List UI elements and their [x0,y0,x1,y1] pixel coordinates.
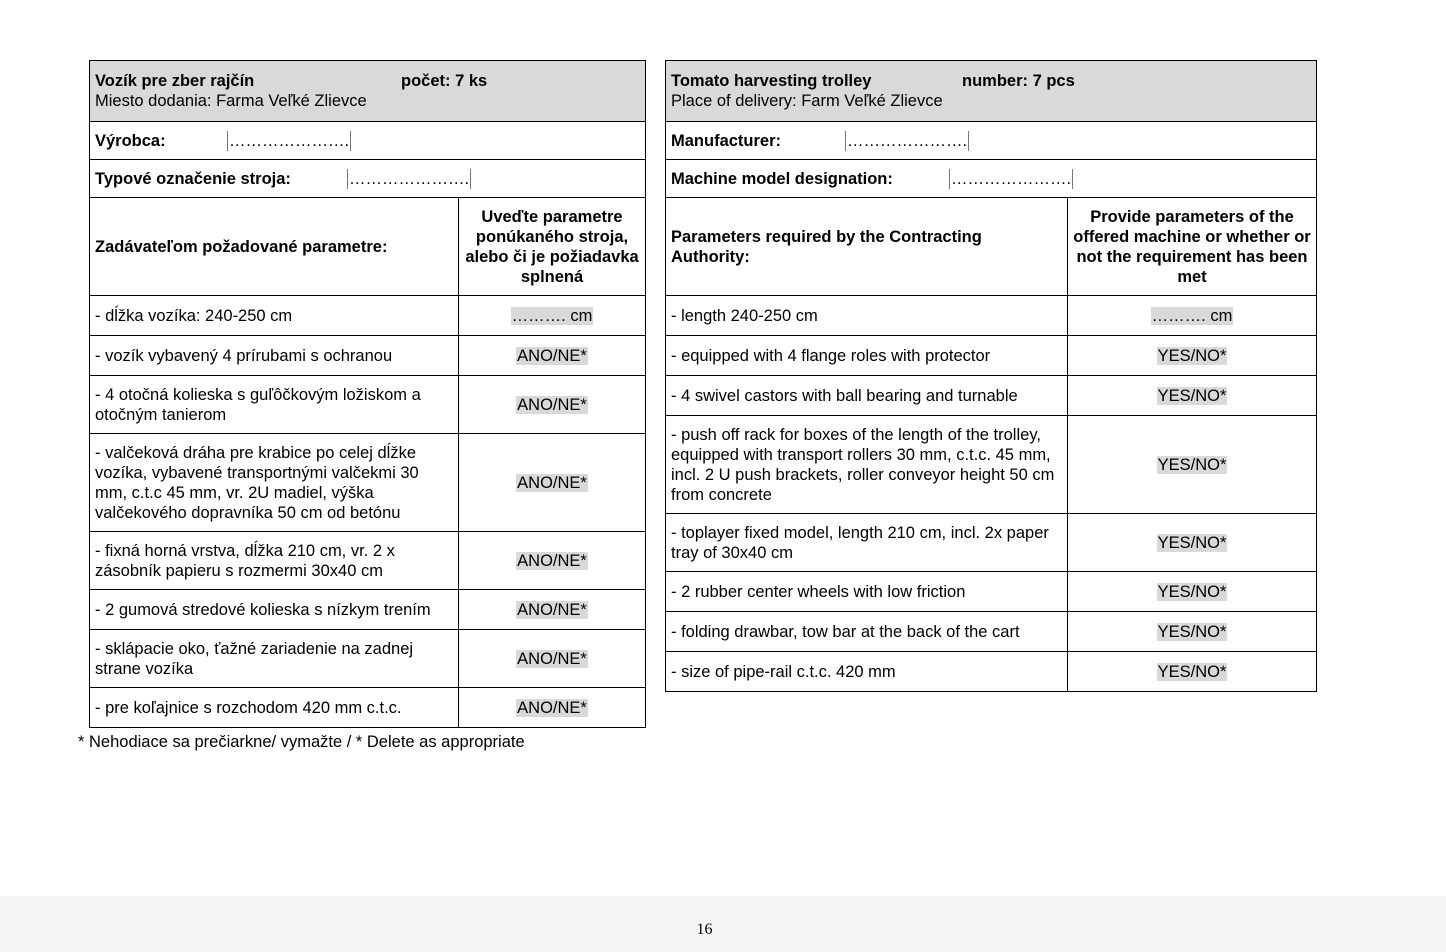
sk-title: Vozík pre zber rajčín [95,72,255,90]
sk-model-field[interactable]: …………………. [349,169,470,188]
answer-field[interactable]: ANO/NE* [517,600,587,619]
en-model-row [666,160,1317,198]
en-delivery: Place of delivery: Farm Veľké Zlievce [671,92,943,110]
answer-field[interactable]: ANO/NE* [517,551,587,570]
table-row-param: - folding drawbar, tow bar at the back of the cart [666,612,1068,652]
en-model-label: Machine model designation: [671,169,893,188]
footnote: * Nehodiace sa prečiarkne/ vymažte / * Delete as appropriate [78,733,525,751]
table-row-param: - toplayer fixed model, length 210 cm, incl. 2x paper tray of 30x40 cm [666,514,1068,572]
answer-field[interactable]: ANO/NE* [517,698,587,717]
sk-param-header: Zadávateľom požadované parametre: [90,198,459,296]
table-row-param: - fixná horná vrstva, dĺžka 210 cm, vr. 2 x zásobník papieru s rozmermi 30x40 cm [90,532,459,590]
sk-manufacturer-row [90,122,646,160]
table-row-answer [459,336,646,376]
en-manufacturer-field[interactable]: …………………. [847,131,968,150]
table-row-answer [459,376,646,434]
table-row-answer [1068,652,1317,692]
table-row-param: - 4 otočná kolieska s guľôčkovým ložiskom a otočným tanierom [90,376,459,434]
en-model-field[interactable]: …………………. [951,169,1072,188]
en-manufacturer-label: Manufacturer: [671,131,782,150]
en-title: Tomato harvesting trolley [671,72,872,90]
en-count: number: 7 pcs [962,72,1075,90]
answer-field[interactable]: YES/NO* [1157,455,1227,474]
table-row-answer [1068,572,1317,612]
en-manufacturer-row [666,122,1317,160]
table-row-answer [459,590,646,630]
sk-answer-header: Uveďte parametre ponúkaného stroja, alebo či je požiadavka splnená [459,198,646,296]
table-row-answer [459,434,646,532]
answer-field[interactable]: YES/NO* [1157,346,1227,365]
table-row-param: - pre koľajnice s rozchodom 420 mm c.t.c. [90,688,459,728]
table-row-answer [1068,336,1317,376]
english-requirements-table [665,60,1317,692]
table-row-answer [459,532,646,590]
page-number: 16 [696,921,713,938]
table-row-param: - equipped with 4 flange roles with protector [666,336,1068,376]
table-row-answer [1068,416,1317,514]
sk-delivery: Miesto dodania: Farma Veľké Zlievce [95,92,367,110]
answer-field[interactable]: ………. cm [1151,306,1233,325]
answer-field[interactable]: ANO/NE* [517,346,587,365]
table-row-answer [1068,612,1317,652]
answer-field[interactable]: YES/NO* [1157,662,1227,681]
sk-header-cell [90,61,646,122]
table-row-param: - valčeková dráha pre krabice po celej dĺžke vozíka, vybavené transportnými valčekmi 30 mm, c.t.c 45 mm, vr. 2U madiel, výška valčekového dopravníka 50 cm od betónu [90,434,459,532]
en-answer-header: Provide parameters of the offered machine or whether or not the requirement has been met [1068,198,1317,296]
table-row-param: - vozík vybavený 4 prírubami s ochranou [90,336,459,376]
answer-field[interactable]: YES/NO* [1157,622,1227,641]
table-row-param: - size of pipe-rail c.t.c. 420 mm [666,652,1068,692]
answer-field[interactable]: YES/NO* [1157,533,1227,552]
answer-field[interactable]: YES/NO* [1157,386,1227,405]
answer-field[interactable]: ANO/NE* [517,649,587,668]
sk-manufacturer-field[interactable]: …………………. [229,131,350,150]
slovak-requirements-table [89,60,646,728]
table-row-answer [1068,514,1317,572]
table-row-answer [1068,296,1317,336]
answer-field[interactable]: ANO/NE* [517,395,587,414]
answer-field[interactable]: ………. cm [511,306,593,325]
en-header-cell [666,61,1317,122]
table-row-param: - sklápacie oko, ťažné zariadenie na zadnej strane vozíka [90,630,459,688]
table-row-param: - 2 rubber center wheels with low friction [666,572,1068,612]
answer-field[interactable]: ANO/NE* [517,473,587,492]
sk-model-row [90,160,646,198]
answer-field[interactable]: YES/NO* [1157,582,1227,601]
table-row-answer [459,630,646,688]
table-row-param: - 2 gumová stredové kolieska s nízkym trením [90,590,459,630]
table-row-param: - dĺžka vozíka: 240-250 cm [90,296,459,336]
en-param-header: Parameters required by the Contracting Authority: [666,198,1068,296]
table-row-param: - length 240-250 cm [666,296,1068,336]
table-row-answer [459,296,646,336]
table-row-answer [1068,376,1317,416]
sk-manufacturer-label: Výrobca: [95,131,166,150]
table-row-answer [459,688,646,728]
sk-model-label: Typové označenie stroja: [95,169,291,188]
sk-count: počet: 7 ks [401,72,488,90]
table-row-param: - 4 swivel castors with ball bearing and turnable [666,376,1068,416]
table-row-param: - push off rack for boxes of the length of the trolley, equipped with transport rollers 30 mm, c.t.c. 45 mm, incl. 2 U push brackets, roller conveyor height 50 cm from concrete [666,416,1068,514]
